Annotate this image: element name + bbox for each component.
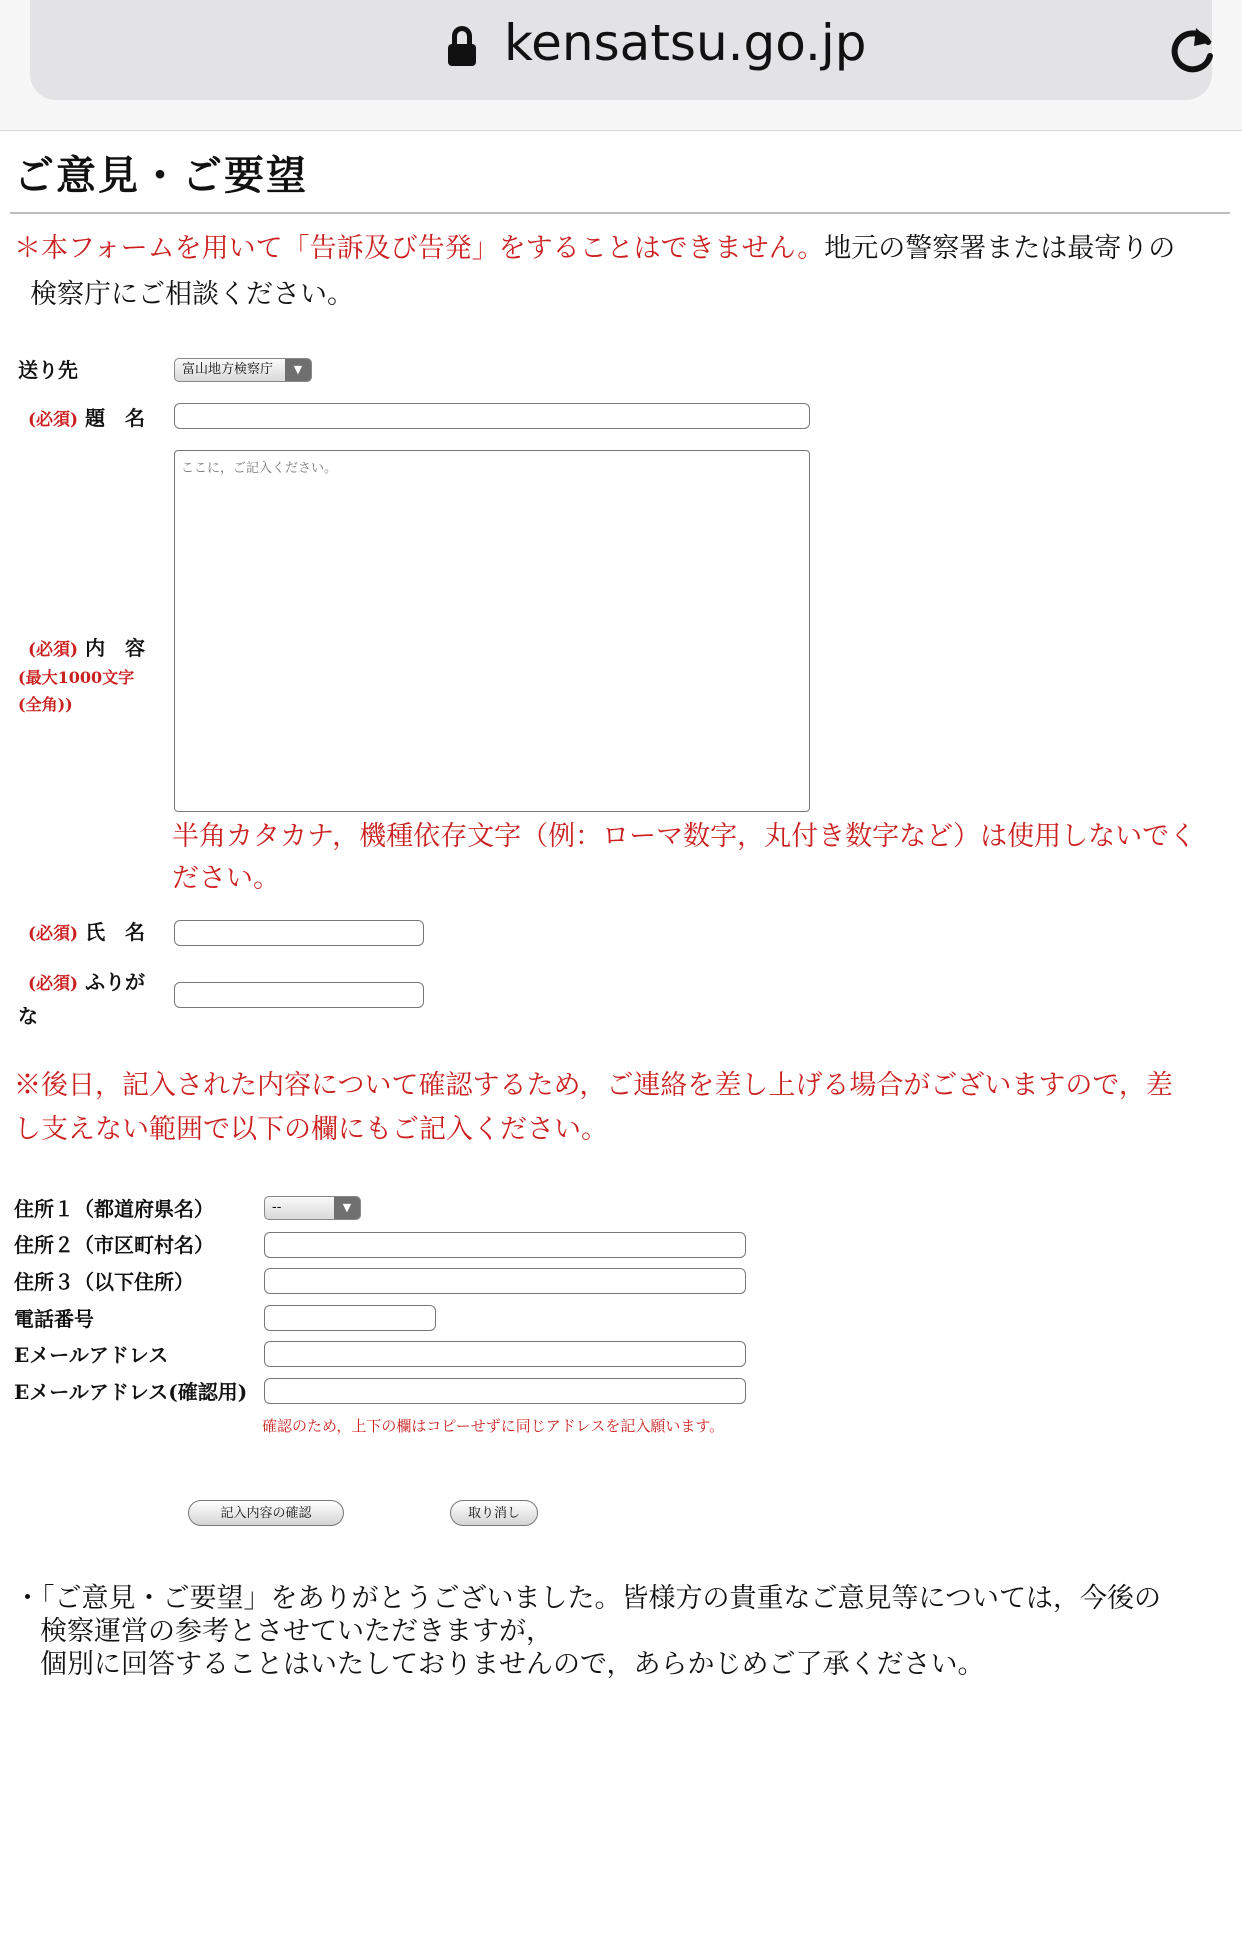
email-label: Eメールアドレス	[14, 1343, 169, 1367]
notice-warning: ＊本フォームを用いて「告訴及び告発」をすることはできません。	[14, 233, 825, 264]
address1-label: 住所１（都道府県名）	[14, 1197, 214, 1221]
address2-input[interactable]	[264, 1232, 746, 1258]
phone-label: 電話番号	[14, 1307, 94, 1331]
address3-label: 住所３（以下住所）	[14, 1270, 194, 1294]
content-label-wrap	[28, 634, 145, 664]
content-textarea[interactable]	[174, 450, 810, 812]
chevron-down-icon: ▼	[334, 1197, 360, 1219]
lock-icon	[448, 26, 476, 66]
notice-text-2: 検察庁にご相談ください。	[30, 279, 354, 310]
content-warning: 半角カタカナ，機種依存文字（例：ローマ数字，丸付き数字など）は使用しないでください。	[172, 821, 1197, 894]
email-confirm-label: Eメールアドレス(確認用)	[14, 1380, 248, 1404]
phone-input[interactable]	[264, 1305, 436, 1331]
name-input[interactable]	[174, 920, 424, 946]
footer-line-2: 検察運営の参考とさせていただきますが，	[40, 1616, 553, 1647]
confirm-button[interactable]: 記入内容の確認	[188, 1500, 344, 1526]
destination-label: 送り先	[18, 358, 78, 382]
required-mark: (必須)	[28, 974, 79, 994]
subject-label: 題 名	[85, 406, 146, 430]
notice-text-1: 地元の警察署または最寄りの	[824, 233, 1176, 264]
contact-notice: ※後日，記入された内容について確認するため，ご連絡を差し上げる場合がございますので，差し支えない範囲で以下の欄にもご記入ください。	[14, 1070, 1173, 1145]
furigana-label-wrap	[18, 966, 158, 1032]
url-text[interactable]: kensatsu.go.jp	[504, 14, 867, 72]
footer-line-3: 個別に回答することはいたしておりませんので，あらかじめご了承ください。	[40, 1649, 985, 1680]
address2-label: 住所２（市区町村名）	[14, 1233, 214, 1257]
reload-icon[interactable]	[1168, 20, 1218, 76]
required-mark: (必須)	[28, 640, 79, 660]
email-input[interactable]	[264, 1341, 746, 1367]
content-length-note: (最大1000文字(全角))	[18, 668, 135, 714]
footer-line-1: ・「ご意見・ご要望」をありがとうございました。皆様方の貴重なご意見等については，今後の	[14, 1583, 1161, 1614]
subject-label-wrap	[28, 404, 145, 434]
chevron-down-icon: ▼	[285, 359, 311, 381]
address-bar[interactable]	[30, 0, 1212, 100]
destination-select[interactable]	[174, 358, 312, 382]
title-divider	[10, 212, 1230, 214]
email-confirm-input[interactable]	[264, 1378, 746, 1404]
email-note: 確認のため，上下の欄はコピーせずに同じアドレスを記入願います。	[262, 1417, 725, 1435]
furigana-input[interactable]	[174, 982, 424, 1008]
subject-input[interactable]	[174, 403, 810, 429]
cancel-button[interactable]: 取り消し	[450, 1500, 538, 1526]
address3-input[interactable]	[264, 1268, 746, 1294]
prefecture-value: --	[272, 1200, 282, 1215]
form-notice	[14, 226, 1214, 318]
required-mark: (必須)	[28, 410, 79, 430]
prefecture-select[interactable]	[264, 1196, 361, 1220]
required-mark: (必須)	[28, 924, 79, 944]
name-label-wrap	[28, 918, 145, 948]
footer-message	[14, 1582, 1224, 1681]
destination-value: 富山地方検察庁	[182, 362, 274, 377]
furigana-label: ふりがな	[18, 970, 146, 1028]
content-label: 内 容	[85, 636, 146, 660]
name-label: 氏 名	[85, 920, 146, 944]
browser-toolbar	[0, 0, 1242, 131]
page-title: ご意見・ご要望	[14, 152, 308, 199]
